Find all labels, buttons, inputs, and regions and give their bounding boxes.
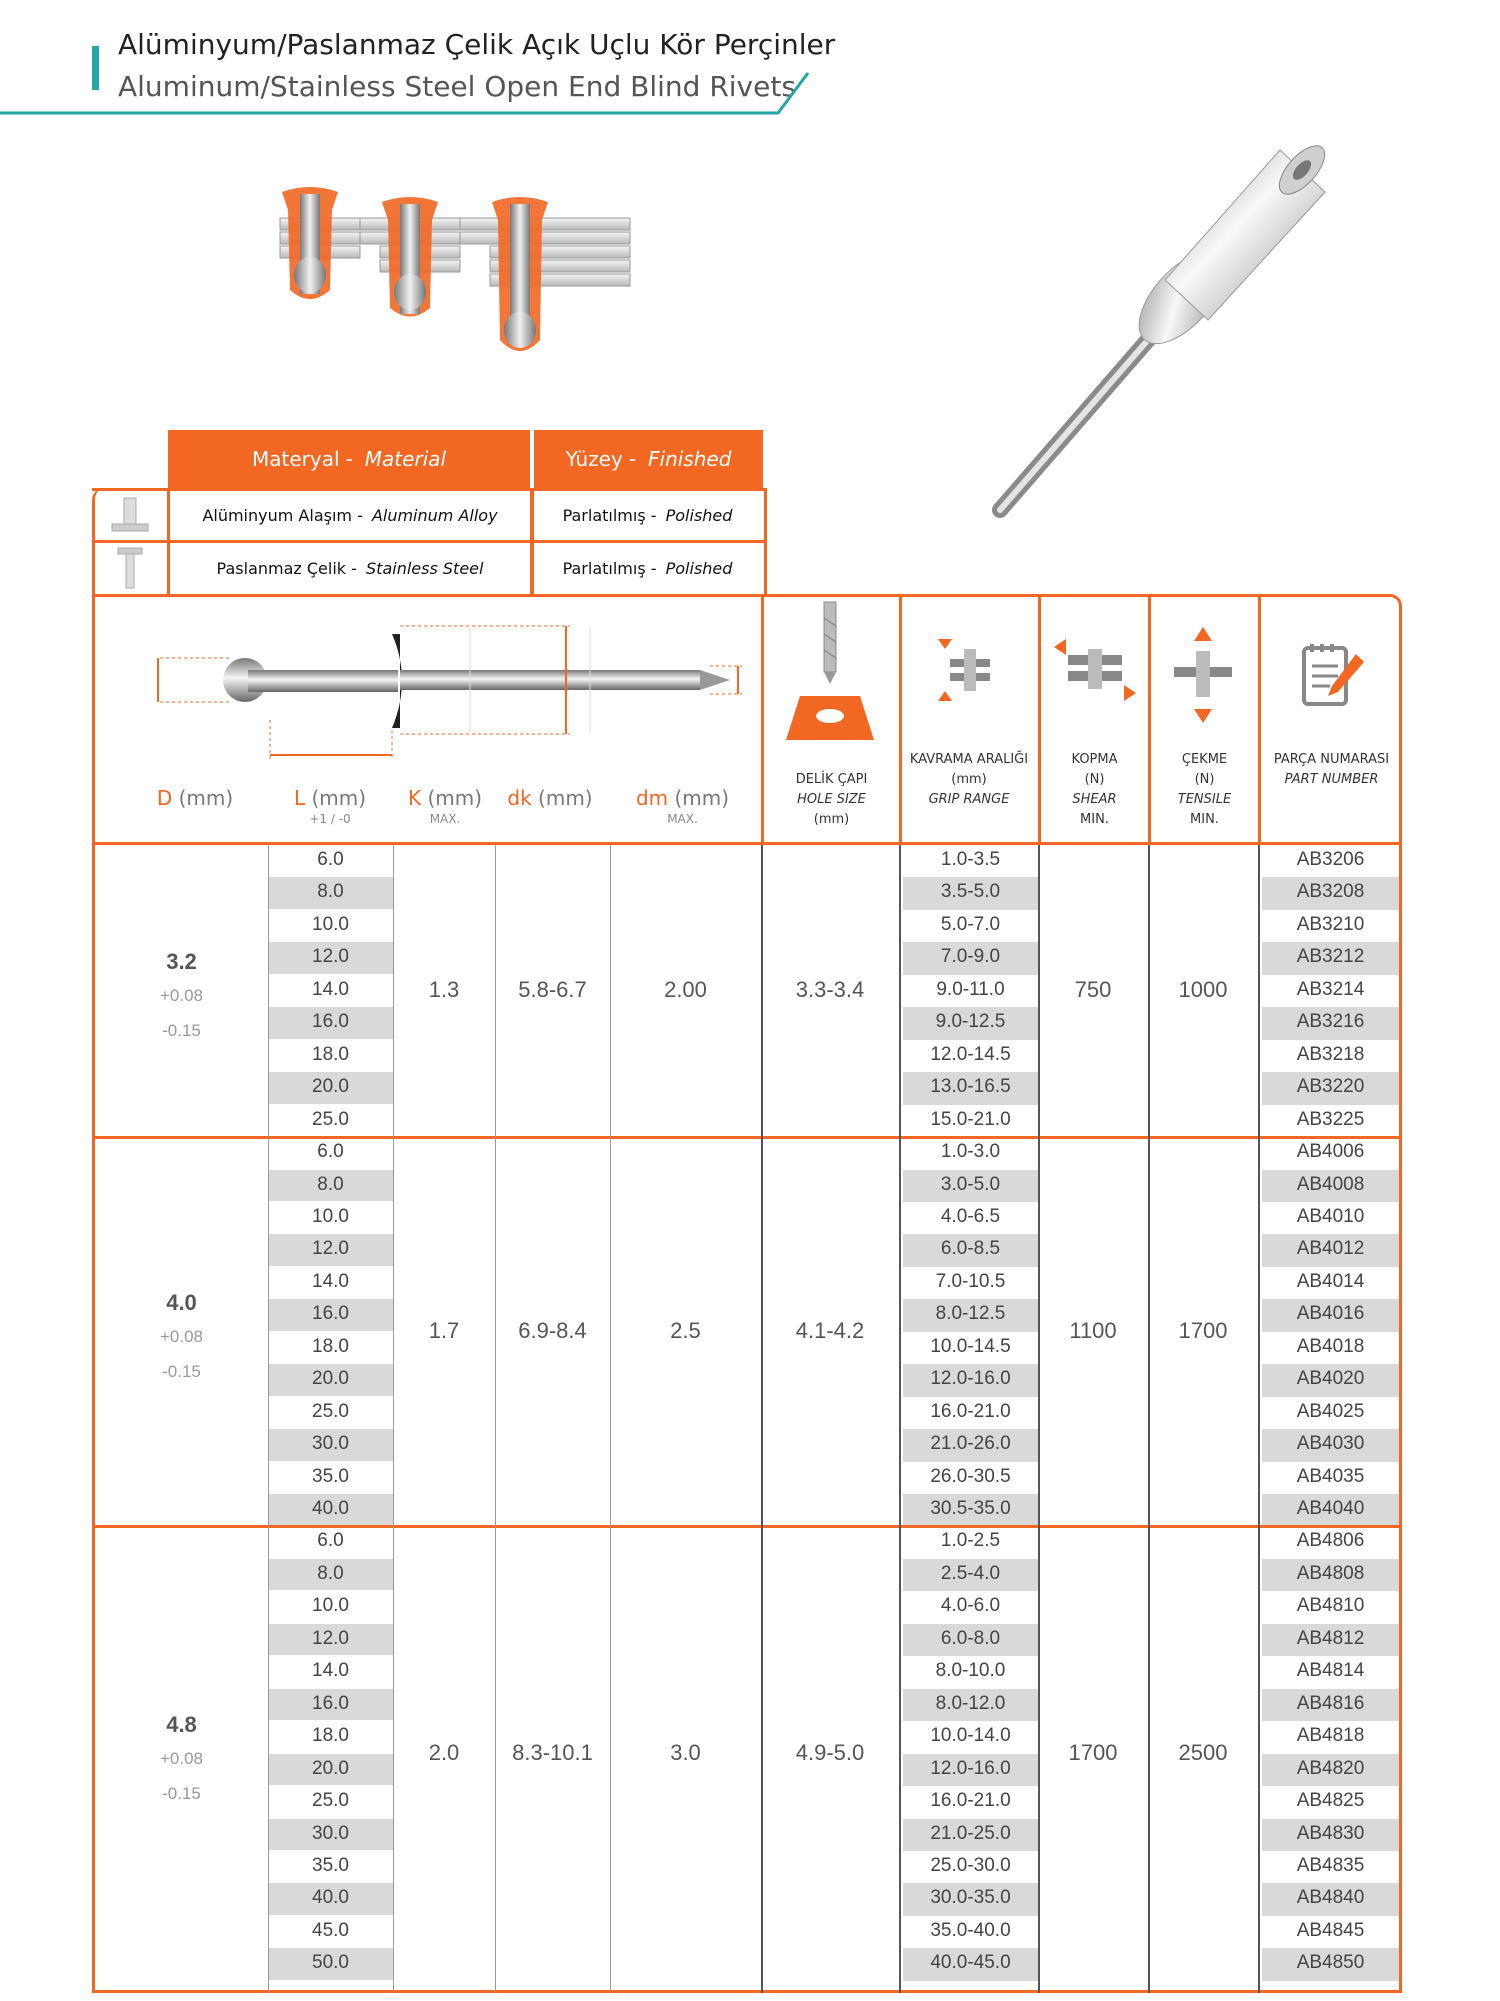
group-divider: [92, 1136, 1402, 1139]
page-title-tr: Alüminyum/Paslanmaz Çelik Açık Uçlu Kör Perçinler: [118, 28, 836, 61]
col-dm-letter: dm: [635, 786, 669, 810]
grip-range-cell: 7.0-10.5: [935, 1270, 1006, 1292]
part-number-cell: AB4830: [1296, 1822, 1365, 1844]
title-underline: [0, 0, 810, 120]
col-hole-header: [764, 770, 899, 830]
part-number-cell: AB4018: [1296, 1335, 1365, 1357]
hole-size-value: 4.1-4.2: [795, 1317, 865, 1343]
length-cell: 10.0: [312, 1205, 349, 1227]
diameter-tolerance-plus: +0.08: [159, 1326, 203, 1346]
length-cell: 10.0: [312, 913, 349, 935]
material-en: Stainless Steel: [366, 559, 484, 578]
row-gridline: [268, 1396, 393, 1397]
column-divider: [610, 845, 611, 1993]
length-cell: 35.0: [312, 1465, 349, 1487]
part-number-cell: AB4810: [1296, 1595, 1365, 1617]
part-number-cell: AB4035: [1296, 1465, 1365, 1487]
part-number-cell: AB4008: [1296, 1173, 1365, 1195]
part-number-cell: AB4020: [1296, 1368, 1365, 1390]
length-cell: 20.0: [312, 1076, 349, 1098]
col-l-letter: L: [293, 786, 306, 810]
row-gridline: [268, 974, 393, 975]
mandrel-diameter-value: 2.5: [670, 1317, 701, 1343]
part-number-cell: AB3218: [1296, 1043, 1365, 1065]
row-gridline: [268, 1655, 393, 1656]
grip-range-cell: 30.5-35.0: [930, 1498, 1011, 1519]
mandrel-diameter-value: 2.00: [664, 977, 707, 1003]
material-row-1-finish: Parlatılmış - Polished: [562, 506, 733, 525]
grip-range-cell: 16.0-21.0: [930, 1400, 1011, 1422]
part-number-cell: AB4012: [1296, 1238, 1365, 1260]
grip-range-cell: 35.0-40.0: [930, 1919, 1011, 1941]
shear-icon: [1050, 635, 1140, 705]
length-cell: 25.0: [312, 1790, 349, 1812]
notepad-pencil-icon: [1298, 640, 1368, 710]
col-d-header: [140, 786, 250, 810]
col-shear-header: [1041, 750, 1148, 830]
length-cell: 30.0: [312, 1822, 349, 1844]
length-cell: 30.0: [312, 1433, 349, 1455]
head-height-value: 1.7: [428, 1317, 460, 1343]
hdr-div-5: [1258, 594, 1261, 844]
tensile-value: 1000: [1178, 977, 1228, 1003]
grip-range-cell: 15.0-21.0: [930, 1108, 1011, 1130]
material-tr: Paslanmaz Çelik: [216, 559, 347, 578]
stainless-rivet-icon: [116, 546, 144, 590]
grip-range-cell: 21.0-25.0: [930, 1822, 1011, 1844]
row-gridline: [268, 909, 393, 910]
grip-range-cell: 1.0-2.5: [940, 1530, 1001, 1552]
column-divider: [1148, 845, 1150, 1993]
mandrel-diameter-value: 3.0: [670, 1739, 701, 1765]
col-dk-header: [495, 786, 605, 810]
column-divider: [495, 845, 496, 1993]
part-number-cell: AB4040: [1296, 1498, 1365, 1519]
length-cell: 16.0: [312, 1692, 349, 1714]
shear-value: 1700: [1068, 1739, 1118, 1765]
col-l-unit: (mm): [311, 786, 367, 810]
group-divider: [92, 1525, 1402, 1528]
row-gridline: [268, 1104, 393, 1105]
diameter-tolerance-plus: +0.08: [159, 1748, 203, 1768]
column-divider: [393, 845, 394, 1993]
part-number-cell: AB4825: [1296, 1790, 1365, 1812]
column-divider: [1038, 845, 1040, 1993]
grip-range-cell: 6.0-8.0: [940, 1627, 1001, 1649]
grip-range-cell: 3.0-5.0: [940, 1173, 1001, 1195]
diameter-value: 4.0: [166, 1289, 197, 1315]
row-gridline: [268, 1915, 393, 1916]
row-gridline: [268, 1850, 393, 1851]
col-k-header: [390, 786, 500, 810]
length-cell: 12.0: [312, 1627, 349, 1649]
col-l-header: [270, 786, 390, 810]
grip-range-cell: 8.0-10.0: [935, 1660, 1006, 1682]
row-gridline: [268, 1039, 393, 1040]
part-number-cell: AB4850: [1296, 1952, 1365, 1974]
head-height-value: 1.3: [428, 977, 460, 1003]
part-number-cell: AB4835: [1296, 1854, 1365, 1876]
length-cell: 18.0: [312, 1335, 349, 1357]
grip-range-cell: 3.5-5.0: [940, 881, 1001, 903]
head-diameter-value: 5.8-6.7: [518, 977, 587, 1003]
material-header: Materyal - Material: [168, 430, 530, 488]
head-height-value: 2.0: [428, 1739, 460, 1765]
shear-line3: SHEAR: [1072, 792, 1117, 807]
length-cell: 12.0: [312, 946, 349, 968]
part-number-cell: AB4808: [1296, 1562, 1365, 1584]
tensile-line1: ÇEKME: [1181, 752, 1228, 767]
material-row-1-material: Alüminyum Alaşım - Aluminum Alloy: [202, 506, 498, 525]
col-tensile-header: [1151, 750, 1258, 830]
length-cell: 8.0: [317, 1173, 344, 1195]
length-cell: 20.0: [312, 1368, 349, 1390]
col-k-sub: MAX.: [429, 812, 461, 826]
finish-header-en: Finished: [648, 447, 732, 471]
length-cell: 16.0: [312, 1011, 349, 1033]
hole-line2: HOLE SIZE: [797, 792, 866, 807]
part-number-cell: AB3212: [1296, 946, 1365, 968]
grip-range-cell: 4.0-6.0: [940, 1595, 1001, 1617]
finish-tr: Parlatılmış: [562, 559, 646, 578]
length-cell: 8.0: [317, 881, 344, 903]
page-title-en: Aluminum/Stainless Steel Open End Blind Rivets: [118, 70, 796, 103]
material-tr: Alüminyum Alaşım: [202, 506, 352, 525]
grip-range-icon: [930, 635, 1005, 705]
col-l-sub: +1 / -0: [309, 812, 351, 826]
grip-range-cell: 5.0-7.0: [940, 913, 1001, 935]
grip-range-cell: 10.0-14.0: [930, 1725, 1011, 1747]
material-en: Aluminum Alloy: [371, 506, 498, 525]
length-cell: 25.0: [312, 1400, 349, 1422]
length-cell: 14.0: [312, 1660, 349, 1682]
col-k-unit: (mm): [427, 786, 483, 810]
part-number-cell: AB3220: [1296, 1076, 1365, 1098]
material-header-en: Material: [364, 447, 446, 471]
row-gridline: [268, 1331, 393, 1332]
row-gridline: [268, 1461, 393, 1462]
head-diameter-value: 8.3-10.1: [512, 1739, 593, 1765]
finish-header-tr: Yüzey: [565, 447, 623, 471]
length-cell: 18.0: [312, 1043, 349, 1065]
length-cell: 10.0: [312, 1595, 349, 1617]
shear-value: 750: [1074, 977, 1112, 1003]
length-cell: 18.0: [312, 1725, 349, 1747]
col-d-letter: D: [156, 786, 173, 810]
grip-range-cell: 8.0-12.5: [935, 1303, 1006, 1325]
length-cell: 6.0: [317, 1141, 344, 1163]
hole-line1: DELİK ÇAPI: [795, 772, 868, 787]
col-dm-sub: MAX.: [667, 812, 698, 826]
diameter-value: 3.2: [166, 949, 197, 975]
diameter-value: 4.8: [166, 1711, 197, 1737]
grip-range-cell: 6.0-8.5: [940, 1238, 1001, 1260]
grip-range-cell: 9.0-11.0: [936, 978, 1005, 1000]
row-gridline: [268, 1201, 393, 1202]
grip-range-cell: 2.5-4.0: [940, 1562, 1001, 1584]
column-divider: [1258, 845, 1260, 1993]
tensile-line4: MIN.: [1190, 812, 1219, 827]
grip-range-cell: 4.0-6.5: [940, 1205, 1001, 1227]
part-number-cell: AB4816: [1296, 1692, 1365, 1714]
grip-range-cell: 9.0-12.5: [935, 1011, 1006, 1033]
row-gridline: [268, 1266, 393, 1267]
col-part-header: [1261, 750, 1402, 790]
length-cell: 20.0: [312, 1757, 349, 1779]
grip-range-cell: 40.0-45.0: [930, 1952, 1011, 1974]
tensile-value: 1700: [1178, 1317, 1228, 1343]
length-cell: 6.0: [317, 1530, 344, 1552]
part-number-cell: AB3210: [1296, 913, 1365, 935]
part-line1: PARÇA NUMARASI: [1273, 752, 1390, 767]
col-grip-header: [900, 750, 1038, 810]
material-row-2-finish: Parlatılmış - Polished: [562, 559, 733, 578]
rivet-dimension-diagram: [130, 620, 750, 760]
part-number-cell: AB4812: [1296, 1627, 1365, 1649]
tensile-line2: (N): [1194, 772, 1215, 787]
drill-icon: [780, 598, 880, 748]
part-number-cell: AB3225: [1296, 1108, 1365, 1130]
part-number-cell: AB4820: [1296, 1757, 1365, 1779]
part-number-cell: AB4025: [1296, 1400, 1365, 1422]
row-gridline: [268, 1720, 393, 1721]
length-cell: 12.0: [312, 1238, 349, 1260]
finish-en: Polished: [665, 559, 733, 578]
row-gridline: [268, 1590, 393, 1591]
part-number-cell: AB4840: [1296, 1887, 1365, 1909]
col-dk-unit: (mm): [538, 786, 593, 810]
aluminum-rivet-icon: [110, 496, 150, 536]
column-divider: [268, 845, 269, 1993]
part-number-cell: AB4006: [1296, 1141, 1365, 1163]
grip-line3: GRIP RANGE: [928, 792, 1010, 807]
shear-value: 1100: [1069, 1317, 1117, 1343]
grip-range-cell: 13.0-16.5: [930, 1076, 1011, 1098]
part-number-cell: AB4010: [1296, 1205, 1365, 1227]
grip-range-cell: 7.0-9.0: [940, 946, 1001, 968]
part-number-cell: AB4014: [1296, 1270, 1365, 1292]
grip-range-cell: 12.0-14.5: [930, 1043, 1011, 1065]
finish-tr: Parlatılmış: [562, 506, 646, 525]
length-cell: 6.0: [317, 849, 344, 870]
column-divider: [761, 845, 763, 1993]
part-line2: PART NUMBER: [1284, 772, 1379, 787]
col-dk-letter: dk: [507, 786, 532, 810]
part-number-cell: AB4818: [1296, 1725, 1365, 1747]
part-number-cell: AB4016: [1296, 1303, 1365, 1325]
grip-line1: KAVRAMA ARALIĞI: [909, 752, 1029, 767]
grip-range-cell: 21.0-26.0: [930, 1433, 1011, 1455]
tensile-value: 2500: [1178, 1739, 1228, 1765]
material-header-tr: Materyal: [252, 447, 340, 471]
part-number-cell: AB4806: [1296, 1530, 1365, 1552]
shear-line4: MIN.: [1080, 812, 1109, 827]
length-cell: 8.0: [317, 1562, 344, 1584]
diameter-tolerance-minus: -0.15: [162, 1021, 201, 1041]
hole-size-value: 3.3-3.4: [795, 977, 865, 1003]
rivet-product-image: [960, 130, 1380, 570]
diameter-tolerance-minus: -0.15: [162, 1361, 201, 1381]
length-cell: 40.0: [312, 1887, 349, 1909]
finish-en: Polished: [665, 506, 733, 525]
grip-range-cell: 25.0-30.0: [930, 1854, 1011, 1876]
row-gridline: [268, 1980, 393, 1981]
grip-line2: (mm): [951, 772, 987, 787]
part-number-cell: AB4814: [1296, 1660, 1365, 1682]
col-k-letter: K: [407, 786, 422, 810]
part-number-cell: AB3214: [1296, 978, 1365, 1000]
diameter-tolerance-minus: -0.15: [162, 1783, 201, 1803]
length-cell: 50.0: [312, 1952, 349, 1974]
shear-line1: KOPMA: [1071, 752, 1118, 767]
col-dm-header: [620, 786, 745, 810]
rivet-cross-section-image: [270, 180, 650, 370]
grip-range-cell: 12.0-16.0: [930, 1757, 1011, 1779]
column-divider: [899, 845, 901, 1993]
hole-size-value: 4.9-5.0: [795, 1739, 865, 1765]
grip-range-cell: 1.0-3.0: [940, 1141, 1001, 1163]
tensile-line3: TENSILE: [1177, 792, 1232, 807]
length-cell: 35.0: [312, 1854, 349, 1876]
length-cell: 45.0: [312, 1919, 349, 1941]
hole-line3: (mm): [813, 812, 850, 827]
grip-range-cell: 16.0-21.0: [930, 1790, 1011, 1812]
head-diameter-value: 6.9-8.4: [518, 1317, 587, 1343]
col-d-unit: (mm): [178, 786, 234, 810]
grip-range-cell: 30.0-35.0: [930, 1887, 1011, 1909]
grip-range-cell: 12.0-16.0: [930, 1368, 1011, 1390]
spec-header-line: [92, 842, 1402, 845]
part-number-cell: AB4845: [1296, 1919, 1365, 1941]
length-cell: 25.0: [312, 1108, 349, 1130]
row-gridline: [268, 1785, 393, 1786]
grip-range-cell: 1.0-3.5: [940, 849, 1001, 870]
grip-range-cell: 8.0-12.0: [935, 1692, 1006, 1714]
part-number-cell: AB3216: [1296, 1011, 1365, 1033]
part-number-cell: AB3206: [1296, 849, 1365, 870]
grip-range-cell: 26.0-30.5: [930, 1465, 1011, 1487]
col-dm-unit: (mm): [674, 786, 730, 810]
length-cell: 14.0: [312, 978, 349, 1000]
diameter-tolerance-plus: +0.08: [159, 986, 203, 1006]
length-cell: 16.0: [312, 1303, 349, 1325]
finish-header: Yüzey - Finished: [534, 430, 763, 488]
material-row-2-material: Paslanmaz Çelik - Stainless Steel: [216, 559, 484, 578]
length-cell: 14.0: [312, 1270, 349, 1292]
part-number-cell: AB4030: [1296, 1433, 1365, 1455]
length-cell: 40.0: [312, 1498, 349, 1519]
part-number-cell: AB3208: [1296, 881, 1365, 903]
tensile-icon: [1168, 625, 1238, 725]
grip-range-cell: 10.0-14.5: [930, 1335, 1011, 1357]
shear-line2: (N): [1084, 772, 1105, 787]
